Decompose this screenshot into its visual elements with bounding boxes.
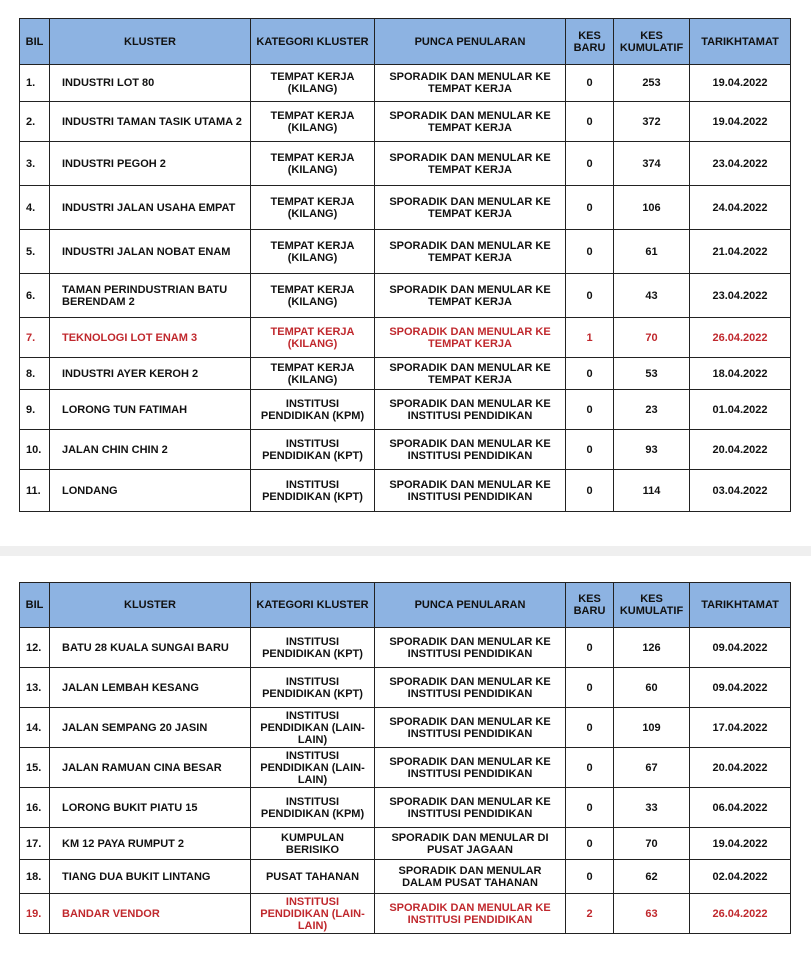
new-cases: 1 xyxy=(566,318,614,358)
new-cases: 0 xyxy=(566,430,614,470)
table-row xyxy=(20,274,791,318)
transmission-source: SPORADIK DAN MENULAR KE TEMPAT KERJA xyxy=(375,186,566,230)
cumulative-cases: 33 xyxy=(614,788,690,828)
new-cases: 2 xyxy=(566,894,614,934)
new-cases: 0 xyxy=(566,748,614,788)
cumulative-cases: 61 xyxy=(614,230,690,274)
cluster-name: LORONG BUKIT PIATU 15 xyxy=(50,788,251,828)
end-date: 21.04.2022 xyxy=(690,230,791,274)
cluster-name: JALAN SEMPANG 20 JASIN xyxy=(50,708,251,748)
new-cases: 0 xyxy=(566,102,614,142)
cumulative-cases: 70 xyxy=(614,828,690,860)
cluster-category: INSTITUSI PENDIDIKAN (KPT) xyxy=(251,668,375,708)
cumulative-cases: 60 xyxy=(614,668,690,708)
end-date: 18.04.2022 xyxy=(690,358,791,390)
end-date: 20.04.2022 xyxy=(690,748,791,788)
table-row xyxy=(20,358,791,390)
row-number: 8. xyxy=(20,358,50,390)
table-row xyxy=(20,788,791,828)
transmission-source: SPORADIK DAN MENULAR KE TEMPAT KERJA xyxy=(375,358,566,390)
cluster-category: TEMPAT KERJA (KILANG) xyxy=(251,358,375,390)
cumulative-cases: 23 xyxy=(614,390,690,430)
transmission-source: SPORADIK DAN MENULAR KE INSTITUSI PENDIDIKAN xyxy=(375,668,566,708)
transmission-source: SPORADIK DAN MENULAR DI PUSAT JAGAAN xyxy=(375,828,566,860)
new-cases: 0 xyxy=(566,668,614,708)
transmission-source: SPORADIK DAN MENULAR KE INSTITUSI PENDIDIKAN xyxy=(375,470,566,512)
cluster-category: INSTITUSI PENDIDIKAN (LAIN-LAIN) xyxy=(251,894,375,934)
table-row xyxy=(20,390,791,430)
transmission-source: SPORADIK DAN MENULAR KE INSTITUSI PENDIDIKAN xyxy=(375,430,566,470)
cluster-category: INSTITUSI PENDIDIKAN (KPT) xyxy=(251,430,375,470)
transmission-source: SPORADIK DAN MENULAR KE INSTITUSI PENDIDIKAN xyxy=(375,894,566,934)
cumulative-cases: 253 xyxy=(614,65,690,102)
header-kluster: KLUSTER xyxy=(50,583,251,628)
end-date: 23.04.2022 xyxy=(690,274,791,318)
header-kategori: KATEGORI KLUSTER xyxy=(251,19,375,65)
cluster-name: LORONG TUN FATIMAH xyxy=(50,390,251,430)
transmission-source: SPORADIK DAN MENULAR KE INSTITUSI PENDIDIKAN xyxy=(375,748,566,788)
table-row xyxy=(20,318,791,358)
cumulative-cases: 109 xyxy=(614,708,690,748)
cluster-category: INSTITUSI PENDIDIKAN (KPT) xyxy=(251,628,375,668)
table-row xyxy=(20,748,791,788)
header-punca: PUNCA PENULARAN xyxy=(375,583,566,628)
cluster-category: INSTITUSI PENDIDIKAN (LAIN-LAIN) xyxy=(251,708,375,748)
cluster-category: TEMPAT KERJA (KILANG) xyxy=(251,274,375,318)
header-kluster: KLUSTER xyxy=(50,19,251,65)
table-row xyxy=(20,470,791,512)
table-row xyxy=(20,668,791,708)
end-date: 17.04.2022 xyxy=(690,708,791,748)
cluster-category: INSTITUSI PENDIDIKAN (KPM) xyxy=(251,788,375,828)
new-cases: 0 xyxy=(566,274,614,318)
row-number: 9. xyxy=(20,390,50,430)
end-date: 02.04.2022 xyxy=(690,860,791,894)
table-row xyxy=(20,65,791,102)
cumulative-cases: 63 xyxy=(614,894,690,934)
new-cases: 0 xyxy=(566,828,614,860)
row-number: 13. xyxy=(20,668,50,708)
transmission-source: SPORADIK DAN MENULAR KE TEMPAT KERJA xyxy=(375,65,566,102)
cluster-category: KUMPULAN BERISIKO xyxy=(251,828,375,860)
cluster-name: INDUSTRI JALAN NOBAT ENAM xyxy=(50,230,251,274)
cluster-name: JALAN LEMBAH KESANG xyxy=(50,668,251,708)
new-cases: 0 xyxy=(566,860,614,894)
end-date: 19.04.2022 xyxy=(690,828,791,860)
cluster-category: TEMPAT KERJA (KILANG) xyxy=(251,65,375,102)
new-cases: 0 xyxy=(566,788,614,828)
cluster-name: BANDAR VENDOR xyxy=(50,894,251,934)
row-number: 3. xyxy=(20,142,50,186)
transmission-source: SPORADIK DAN MENULAR KE INSTITUSI PENDIDIKAN xyxy=(375,788,566,828)
row-number: 5. xyxy=(20,230,50,274)
cumulative-cases: 62 xyxy=(614,860,690,894)
cumulative-cases: 114 xyxy=(614,470,690,512)
row-number: 2. xyxy=(20,102,50,142)
row-number: 11. xyxy=(20,470,50,512)
table-row xyxy=(20,430,791,470)
row-number: 17. xyxy=(20,828,50,860)
table-row xyxy=(20,894,791,934)
cluster-category: INSTITUSI PENDIDIKAN (KPT) xyxy=(251,470,375,512)
table-row xyxy=(20,142,791,186)
end-date: 26.04.2022 xyxy=(690,318,791,358)
new-cases: 0 xyxy=(566,470,614,512)
transmission-source: SPORADIK DAN MENULAR KE TEMPAT KERJA xyxy=(375,230,566,274)
header-punca: PUNCA PENULARAN xyxy=(375,19,566,65)
cumulative-cases: 43 xyxy=(614,274,690,318)
new-cases: 0 xyxy=(566,142,614,186)
row-number: 1. xyxy=(20,65,50,102)
cumulative-cases: 93 xyxy=(614,430,690,470)
row-number: 12. xyxy=(20,628,50,668)
new-cases: 0 xyxy=(566,186,614,230)
cluster-name: TEKNOLOGI LOT ENAM 3 xyxy=(50,318,251,358)
cluster-name: KM 12 PAYA RUMPUT 2 xyxy=(50,828,251,860)
header-kes-baru: KES BARU xyxy=(566,583,614,628)
page-separator xyxy=(0,546,811,556)
table-header-row xyxy=(20,19,791,65)
table-row xyxy=(20,628,791,668)
table-row xyxy=(20,708,791,748)
transmission-source: SPORADIK DAN MENULAR DALAM PUSAT TAHANAN xyxy=(375,860,566,894)
row-number: 4. xyxy=(20,186,50,230)
cluster-name: INDUSTRI AYER KEROH 2 xyxy=(50,358,251,390)
cluster-name: JALAN RAMUAN CINA BESAR xyxy=(50,748,251,788)
table-row xyxy=(20,102,791,142)
new-cases: 0 xyxy=(566,65,614,102)
row-number: 19. xyxy=(20,894,50,934)
table-row xyxy=(20,828,791,860)
end-date: 19.04.2022 xyxy=(690,65,791,102)
transmission-source: SPORADIK DAN MENULAR KE TEMPAT KERJA xyxy=(375,274,566,318)
table-row xyxy=(20,186,791,230)
cluster-name: TAMAN PERINDUSTRIAN BATU BERENDAM 2 xyxy=(50,274,251,318)
end-date: 01.04.2022 xyxy=(690,390,791,430)
row-number: 18. xyxy=(20,860,50,894)
cluster-category: INSTITUSI PENDIDIKAN (KPM) xyxy=(251,390,375,430)
header-bil: BIL xyxy=(20,19,50,65)
cluster-name: JALAN CHIN CHIN 2 xyxy=(50,430,251,470)
table-header-row xyxy=(20,583,791,628)
end-date: 09.04.2022 xyxy=(690,668,791,708)
transmission-source: SPORADIK DAN MENULAR KE TEMPAT KERJA xyxy=(375,102,566,142)
cluster-name: INDUSTRI JALAN USAHA EMPAT xyxy=(50,186,251,230)
cluster-name: INDUSTRI PEGOH 2 xyxy=(50,142,251,186)
header-kes-kumulatif: KES KUMULATIF xyxy=(614,19,690,65)
cumulative-cases: 126 xyxy=(614,628,690,668)
end-date: 09.04.2022 xyxy=(690,628,791,668)
new-cases: 0 xyxy=(566,628,614,668)
row-number: 7. xyxy=(20,318,50,358)
end-date: 24.04.2022 xyxy=(690,186,791,230)
transmission-source: SPORADIK DAN MENULAR KE INSTITUSI PENDIDIKAN xyxy=(375,708,566,748)
header-tarikh: TARIKHTAMAT xyxy=(690,583,791,628)
header-kategori: KATEGORI KLUSTER xyxy=(251,583,375,628)
transmission-source: SPORADIK DAN MENULAR KE INSTITUSI PENDIDIKAN xyxy=(375,628,566,668)
cluster-name: BATU 28 KUALA SUNGAI BARU xyxy=(50,628,251,668)
cumulative-cases: 374 xyxy=(614,142,690,186)
transmission-source: SPORADIK DAN MENULAR KE TEMPAT KERJA xyxy=(375,318,566,358)
row-number: 15. xyxy=(20,748,50,788)
table-row xyxy=(20,230,791,274)
new-cases: 0 xyxy=(566,390,614,430)
cluster-category: INSTITUSI PENDIDIKAN (LAIN-LAIN) xyxy=(251,748,375,788)
transmission-source: SPORADIK DAN MENULAR KE TEMPAT KERJA xyxy=(375,142,566,186)
cluster-name: INDUSTRI TAMAN TASIK UTAMA 2 xyxy=(50,102,251,142)
header-kes-kumulatif: KES KUMULATIF xyxy=(614,583,690,628)
end-date: 06.04.2022 xyxy=(690,788,791,828)
header-bil: BIL xyxy=(20,583,50,628)
cumulative-cases: 70 xyxy=(614,318,690,358)
new-cases: 0 xyxy=(566,708,614,748)
cumulative-cases: 67 xyxy=(614,748,690,788)
row-number: 10. xyxy=(20,430,50,470)
cluster-category: TEMPAT KERJA (KILANG) xyxy=(251,230,375,274)
end-date: 26.04.2022 xyxy=(690,894,791,934)
new-cases: 0 xyxy=(566,230,614,274)
cluster-name: LONDANG xyxy=(50,470,251,512)
cluster-name: INDUSTRI LOT 80 xyxy=(50,65,251,102)
header-tarikh: TARIKHTAMAT xyxy=(690,19,791,65)
cluster-table-2 xyxy=(19,582,791,934)
end-date: 23.04.2022 xyxy=(690,142,791,186)
table-row xyxy=(20,860,791,894)
cumulative-cases: 53 xyxy=(614,358,690,390)
cluster-name: TIANG DUA BUKIT LINTANG xyxy=(50,860,251,894)
row-number: 6. xyxy=(20,274,50,318)
cluster-category: TEMPAT KERJA (KILANG) xyxy=(251,318,375,358)
cluster-category: TEMPAT KERJA (KILANG) xyxy=(251,142,375,186)
end-date: 19.04.2022 xyxy=(690,102,791,142)
end-date: 20.04.2022 xyxy=(690,430,791,470)
row-number: 14. xyxy=(20,708,50,748)
transmission-source: SPORADIK DAN MENULAR KE INSTITUSI PENDIDIKAN xyxy=(375,390,566,430)
header-kes-baru: KES BARU xyxy=(566,19,614,65)
row-number: 16. xyxy=(20,788,50,828)
cluster-category: TEMPAT KERJA (KILANG) xyxy=(251,186,375,230)
new-cases: 0 xyxy=(566,358,614,390)
end-date: 03.04.2022 xyxy=(690,470,791,512)
cumulative-cases: 372 xyxy=(614,102,690,142)
cluster-category: TEMPAT KERJA (KILANG) xyxy=(251,102,375,142)
cluster-table-1 xyxy=(19,18,791,512)
cumulative-cases: 106 xyxy=(614,186,690,230)
cluster-category: PUSAT TAHANAN xyxy=(251,860,375,894)
